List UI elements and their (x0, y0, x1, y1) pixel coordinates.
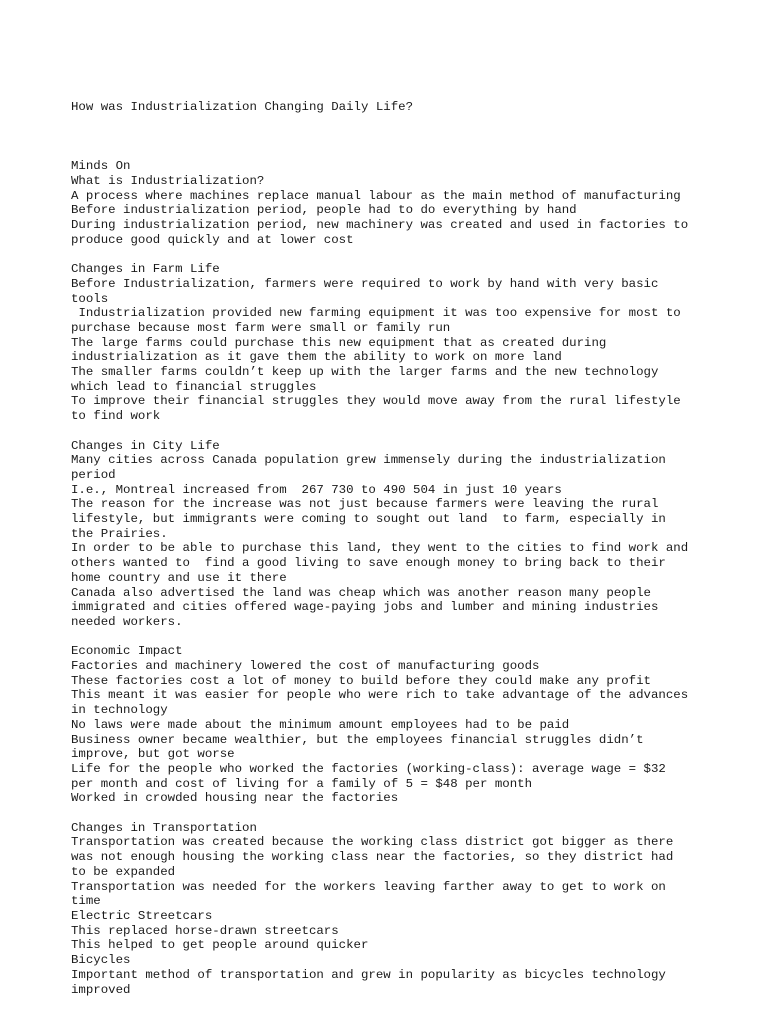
text-line: improved (71, 982, 131, 997)
text-line: time (71, 894, 101, 909)
text-line: Before industrialization period, people had to do everything by hand (71, 203, 577, 218)
section-heading: Changes in City Life (71, 438, 220, 453)
text-line: A process where machines replace manual labour as the main method of manufacturing (71, 188, 681, 203)
document-body (71, 71, 711, 1012)
text-line: purchase because most farm were small or family run (71, 320, 451, 335)
section-spacer (71, 247, 711, 262)
text-line: I.e., Montreal increased from 267 730 to 490 504 in just 10 years (71, 482, 562, 497)
text-line: The large farms could purchase this new equipment that as created during (71, 335, 607, 350)
text-line: home country and use it there (71, 570, 287, 585)
text-line: Before Industrialization, farmers were required to work by hand with very basic (71, 276, 659, 291)
text-line: was not enough housing the working class near the factories, so they district had (71, 850, 674, 865)
text-line: These factories cost a lot of money to build before they could make any profit (71, 673, 651, 688)
text-line: Electric Streetcars (71, 909, 213, 923)
text-line: the Prairies. (71, 526, 168, 541)
text-line: Transportation was needed for the workers leaving farther away to get to work on (71, 879, 666, 894)
section-spacer (71, 806, 711, 821)
document-title: How was Industrialization Changing Daily Life? (71, 100, 414, 115)
text-line: The reason for the increase was not just because farmers were leaving the rural (71, 497, 659, 512)
text-line: Bicycles (71, 953, 131, 968)
text-line: This helped to get people around quicker (71, 938, 369, 953)
text-line: period (71, 467, 116, 482)
text-line: improve, but got worse (71, 747, 235, 762)
text-line: Worked in crowded housing near the factories (71, 791, 399, 806)
text-line: per month and cost of living for a family of 5 = $48 per month (71, 776, 533, 791)
text-line: Transportation was created because the working class district got bigger as there (71, 835, 674, 850)
text-line: Factories and machinery lowered the cost of manufacturing goods (71, 659, 540, 674)
section-spacer (71, 630, 711, 645)
section-spacer (71, 145, 711, 160)
document-section (71, 821, 711, 997)
text-line: immigrated and cities offered wage-paying jobs and lumber and mining industries (71, 600, 659, 615)
text-line: Business owner became wealthier, but the employees financial struggles didn’t (71, 732, 644, 747)
text-line: During industrialization period, new machinery was created and used in factories to (71, 218, 689, 233)
text-line: No laws were made about the minimum amount employees had to be paid (71, 717, 570, 732)
text-line: produce good quickly and at lower cost (71, 232, 354, 247)
text-line: This meant it was easier for people who were rich to take advantage of the advances (71, 688, 689, 703)
text-line: in technology (71, 703, 168, 718)
document-section (71, 159, 711, 247)
text-line: To improve their financial struggles they would move away from the rural lifestyle (71, 394, 681, 409)
text-line: needed workers. (71, 614, 183, 629)
text-line: to be expanded (71, 864, 176, 879)
text-line: The smaller farms couldn’t keep up with the larger farms and the new technology (71, 365, 659, 380)
text-line: lifestyle, but immigrants were coming to sought out land to farm, especially in (71, 512, 666, 527)
document-section (71, 439, 711, 630)
text-line: Life for the people who worked the factories (working-class): average wage = $32 (71, 761, 666, 776)
text-line: industrialization as it gave them the ability to work on more land (71, 350, 562, 365)
text-line: others wanted to find a good living to save enough money to bring back to their (71, 556, 666, 571)
text-line: This replaced horse-drawn streetcars (71, 923, 339, 938)
text-line: Industrialization provided new farming equipment it was too expensive for most to (71, 306, 681, 321)
section-heading: Economic Impact (71, 644, 183, 659)
text-line: tools (71, 291, 109, 306)
document-section (71, 644, 711, 806)
text-line: Important method of transportation and grew in popularity as bicycles technology (71, 967, 666, 982)
section-spacer (71, 424, 711, 439)
text-line: In order to be able to purchase this land, they went to the cities to find work and (71, 541, 689, 556)
text-line: What is Industrialization? (71, 173, 265, 188)
text-line: Canada also advertised the land was cheap which was another reason many people (71, 585, 651, 600)
text-line: to find work (71, 409, 161, 424)
section-heading: Minds On (71, 159, 131, 174)
document-section (71, 262, 711, 424)
section-heading: Changes in Transportation (71, 820, 257, 835)
text-line: Many cities across Canada population grew immensely during the industrialization (71, 453, 666, 468)
text-line: which lead to financial struggles (71, 379, 317, 394)
section-heading: Changes in Farm Life (71, 262, 220, 277)
document-sections (71, 145, 711, 998)
